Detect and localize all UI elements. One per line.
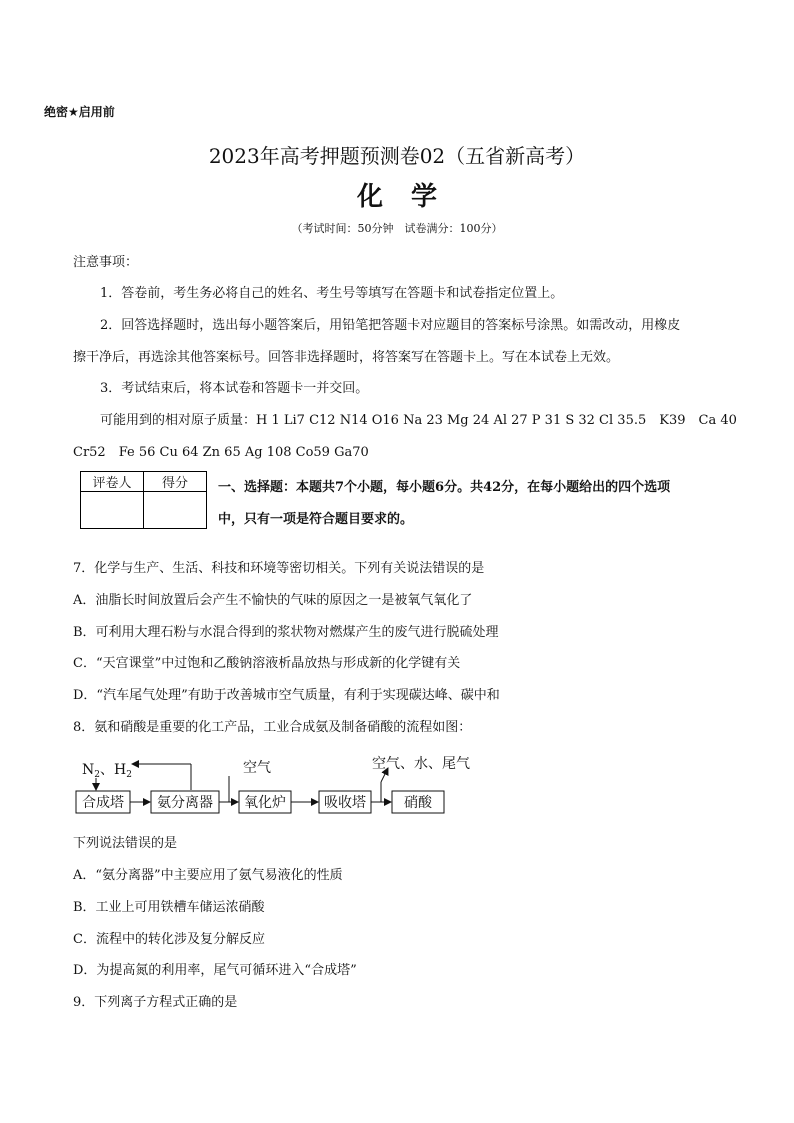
notes-heading: 注意事项： — [73, 255, 139, 270]
question-7-stem: 7．化学与生产、生活、科技和环境等密切相关。下列有关说法错误的是 — [73, 561, 485, 576]
question-9-stem: 9．下列离子方程式正确的是 — [73, 995, 238, 1010]
question-8-stem: 8．氨和硝酸是重要的化工产品，工业合成氨及制备硝酸的流程如图： — [73, 720, 472, 735]
note-item-continued: 擦干净后，再选涂其他答案标号。回答非选择题时，将答案写在答题卡上。写在本试卷上无效。 — [73, 350, 620, 365]
atomic-masses: 可能用到的相对原子质量：H 1 Li7 C12 N14 O16 Na 23 Mg 24 Al 27 P 31 S 32 Cl 35.5 K39 Ca 40 — [100, 413, 737, 428]
process-flow-diagram — [72, 752, 470, 818]
question-8-option-c: C．流程中的转化涉及复分解反应 — [73, 932, 265, 947]
exam-title: 2023年高考押题预测卷02（五省新高考） — [208, 144, 586, 168]
question-8-prompt: 下列说法错误的是 — [73, 836, 178, 851]
note-item: 2．回答选择题时，选出每小题答案后，用铅笔把答题卡对应题目的答案标号涂黑。如需改动，用橡皮 — [100, 318, 681, 333]
question-7-option-b: B．可利用大理石粉与水混合得到的浆状物对燃煤产生的废气进行脱硫处理 — [73, 625, 499, 640]
grader-header: 评卷人 — [81, 472, 144, 492]
ammonia-separator-label: 氨分离器 — [157, 795, 213, 811]
atomic-masses-continued: Cr52 Fe 56 Cu 64 Zn 65 Ag 108 Co59 Ga70 — [73, 445, 369, 460]
confidential-label: 绝密★启用前 — [44, 105, 115, 119]
question-8-option-d: D．为提高氮的利用率，尾气可循环进入“合成塔” — [73, 963, 357, 978]
grader-cell[interactable] — [81, 492, 144, 529]
question-7-option-d: D．“汽车尾气处理”有助于改善城市空气质量，有利于实现碳达峰、碳中和 — [73, 688, 500, 703]
score-cell[interactable] — [144, 492, 207, 529]
question-7-option-c: C．“天宫课堂”中过饱和乙酸钠溶液析晶放热与形成新的化学键有关 — [73, 656, 461, 671]
air-input-label: 空气 — [243, 760, 271, 776]
question-8-option-b: B．工业上可用铁槽车储运浓硝酸 — [73, 900, 265, 915]
subject-title: 化学 — [356, 182, 465, 212]
section-heading: 一、选择题：本题共7个小题，每小题6分。共42分，在每小题给出的四个选项 — [218, 480, 671, 495]
note-item: 3．考试结束后，将本试卷和答题卡一并交回。 — [100, 381, 369, 396]
note-item: 1．答卷前，考生务必将自己的姓名、考生号等填写在答题卡和试卷指定位置上。 — [100, 286, 564, 301]
grader-table — [80, 471, 207, 529]
question-8-option-a: A．“氨分离器”中主要应用了氨气易液化的性质 — [73, 868, 343, 883]
score-header: 得分 — [144, 472, 207, 492]
section-heading-continued: 中，只有一项是符合题目要求的。 — [218, 512, 414, 527]
absorption-tower-label: 吸收塔 — [324, 795, 366, 811]
output-label: 空气、水、尾气 — [372, 756, 470, 772]
oxidation-furnace-label: 氧化炉 — [244, 795, 286, 811]
exam-info: （考试时间：50分钟 试卷满分：100分） — [291, 222, 503, 235]
synthesis-tower-label: 合成塔 — [82, 795, 124, 811]
nitric-acid-label: 硝酸 — [404, 795, 432, 811]
question-7-option-a: A．油脂长时间放置后会产生不愉快的气味的原因之一是被氧气氧化了 — [73, 593, 473, 608]
recycle-label: $N_2$、$H_2$ — [82, 762, 132, 780]
